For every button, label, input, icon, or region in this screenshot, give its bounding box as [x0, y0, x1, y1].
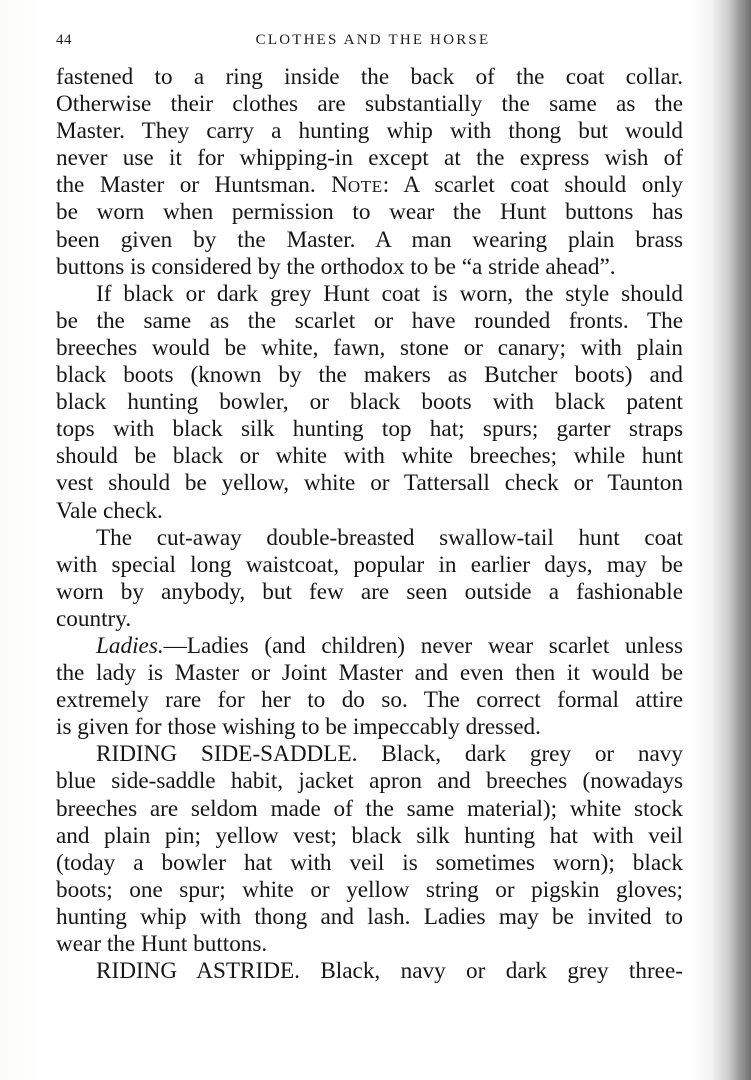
text-line: breeches are seldom made of the same material); white stock	[56, 795, 683, 822]
text-line: The cut-away double-breasted swallow-tail hunt coat	[96, 524, 683, 551]
text-line: be the same as the scarlet or have rounded fronts. The	[56, 307, 683, 334]
text-line: been given by the Master. A man wearing plain brass	[56, 226, 683, 253]
text-line: fastened to a ring inside the back of the coat collar.	[56, 64, 683, 90]
text-line: extremely rare for her to do so. The correct formal attire	[56, 687, 683, 714]
small-caps-note: OTE	[347, 177, 383, 197]
text-line: RIDING ASTRIDE. Black, navy or dark grey three-	[96, 958, 683, 985]
text-line: (today a bowler hat with veil is sometimes worn); black	[56, 849, 683, 876]
text-line: with special long waistcoat, popular in earlier days, may be	[56, 551, 683, 578]
text-line: buttons is considered by the orthodox to be “a stride ahead”.	[56, 253, 616, 280]
section-heading-ladies: Ladies.	[96, 632, 164, 659]
line-part: the Master or Huntsman.	[56, 172, 332, 199]
text-line: country.	[56, 605, 132, 632]
page-header	[56, 32, 684, 56]
text-line: RIDING SIDE-SADDLE. Black, dark grey or navy	[96, 741, 683, 768]
text-line: the lady is Master or Joint Master and even then it would be	[56, 660, 683, 687]
text-line: If black or dark grey Hunt coat is worn, the style should	[96, 280, 683, 307]
text-line	[56, 172, 683, 199]
text-line: Vale check.	[56, 497, 163, 524]
text-line: tops with black silk hunting top hat; spurs; garter straps	[56, 416, 683, 443]
running-head: CLOTHES AND THE HORSE	[255, 32, 491, 48]
line-part: —Ladies (and children) never wear scarlet unless	[163, 632, 683, 659]
text-line: blue side-saddle habit, jacket apron and breeches (nowadays	[56, 768, 683, 795]
text-line	[56, 633, 683, 660]
text-line: black hunting bowler, or black boots with black patent	[56, 389, 683, 416]
text-line: hunting whip with thong and lash. Ladies may be invited to	[56, 903, 683, 930]
text-line: wear the Hunt buttons.	[56, 931, 268, 957]
text-line: should be black or white with white breeches; while hunt	[56, 443, 683, 470]
small-caps-note: N	[331, 172, 348, 199]
text-line: worn by anybody, but few are seen outside a fashionable	[56, 578, 683, 605]
text-line: is given for those wishing to be impeccably dressed.	[56, 714, 541, 741]
page-number: 44	[56, 32, 72, 48]
text-line: vest should be yellow, white or Tattersall check or Taunton	[56, 470, 683, 497]
text-line: and plain pin; yellow vest; black silk hunting hat with veil	[56, 822, 683, 849]
line-part: : A scarlet coat should only	[382, 172, 683, 199]
text-line: black boots (known by the makers as Butcher boots) and	[56, 362, 683, 389]
text-line: breeches would be white, fawn, stone or canary; with plain	[56, 334, 683, 361]
text-line: boots; one spur; white or yellow string or pigskin gloves;	[56, 876, 683, 903]
text-line: never use it for whipping-in except at the express wish of	[56, 145, 683, 172]
text-line: be worn when permission to wear the Hunt buttons has	[56, 199, 683, 226]
text-line: Master. They carry a hunting whip with thong but would	[56, 118, 683, 145]
body-text	[56, 64, 683, 985]
text-line: Otherwise their clothes are substantially the same as the	[56, 91, 683, 118]
